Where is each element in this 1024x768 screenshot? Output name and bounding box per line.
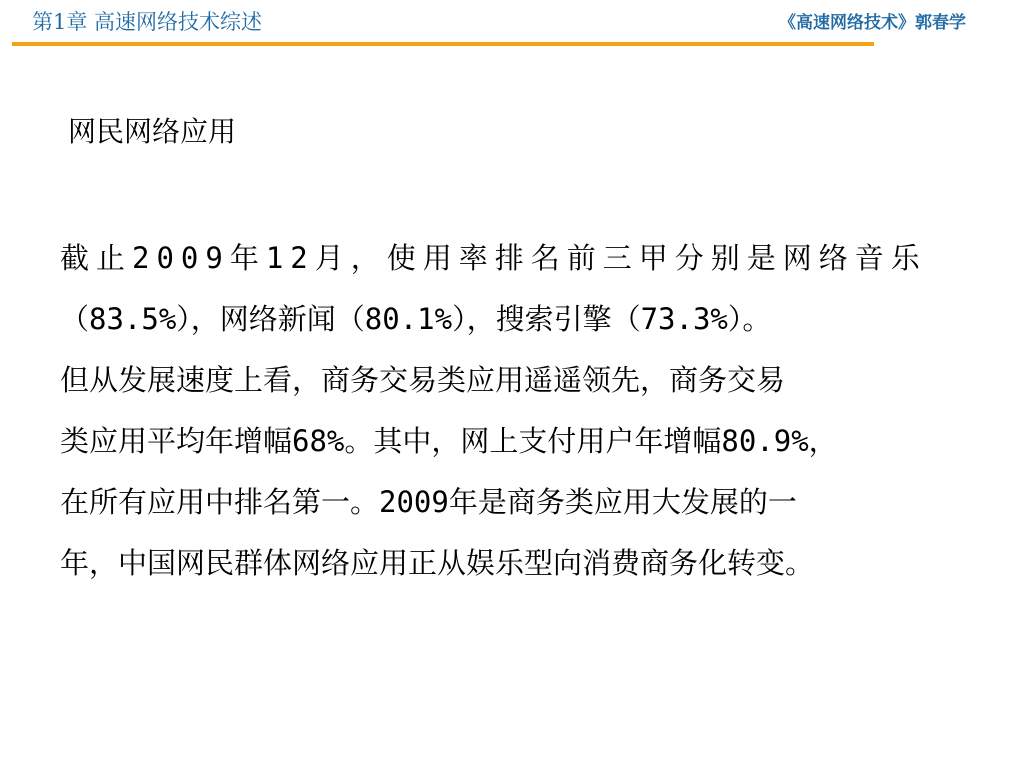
body-line: 在所有应用中排名第一。2009年是商务类应用大发展的一	[60, 485, 797, 519]
course-credit: 《高速网络技术》郭春学	[779, 13, 966, 33]
body-line: 但从发展速度上看，商务交易类应用遥遥领先，商务交易	[60, 363, 786, 397]
header-divider	[12, 42, 874, 46]
slide-header	[0, 0, 1024, 46]
body-line: （83.5%），网络新闻（80.1%），搜索引擎（73.3%）。	[60, 302, 772, 336]
slide-heading: 网民网络应用	[68, 115, 237, 148]
body-line: 类应用平均年增幅68%。其中，网上支付用户年增幅80.9%，	[60, 424, 838, 458]
body-line: 截止2009年12月，使用率排名前三甲分别是网络音乐	[60, 241, 927, 275]
body-line: 年，中国网民群体网络应用正从娱乐型向消费商务化转变。	[60, 546, 815, 580]
body-paragraph	[60, 228, 950, 594]
chapter-title: 第1章 高速网络技术综述	[32, 10, 263, 34]
